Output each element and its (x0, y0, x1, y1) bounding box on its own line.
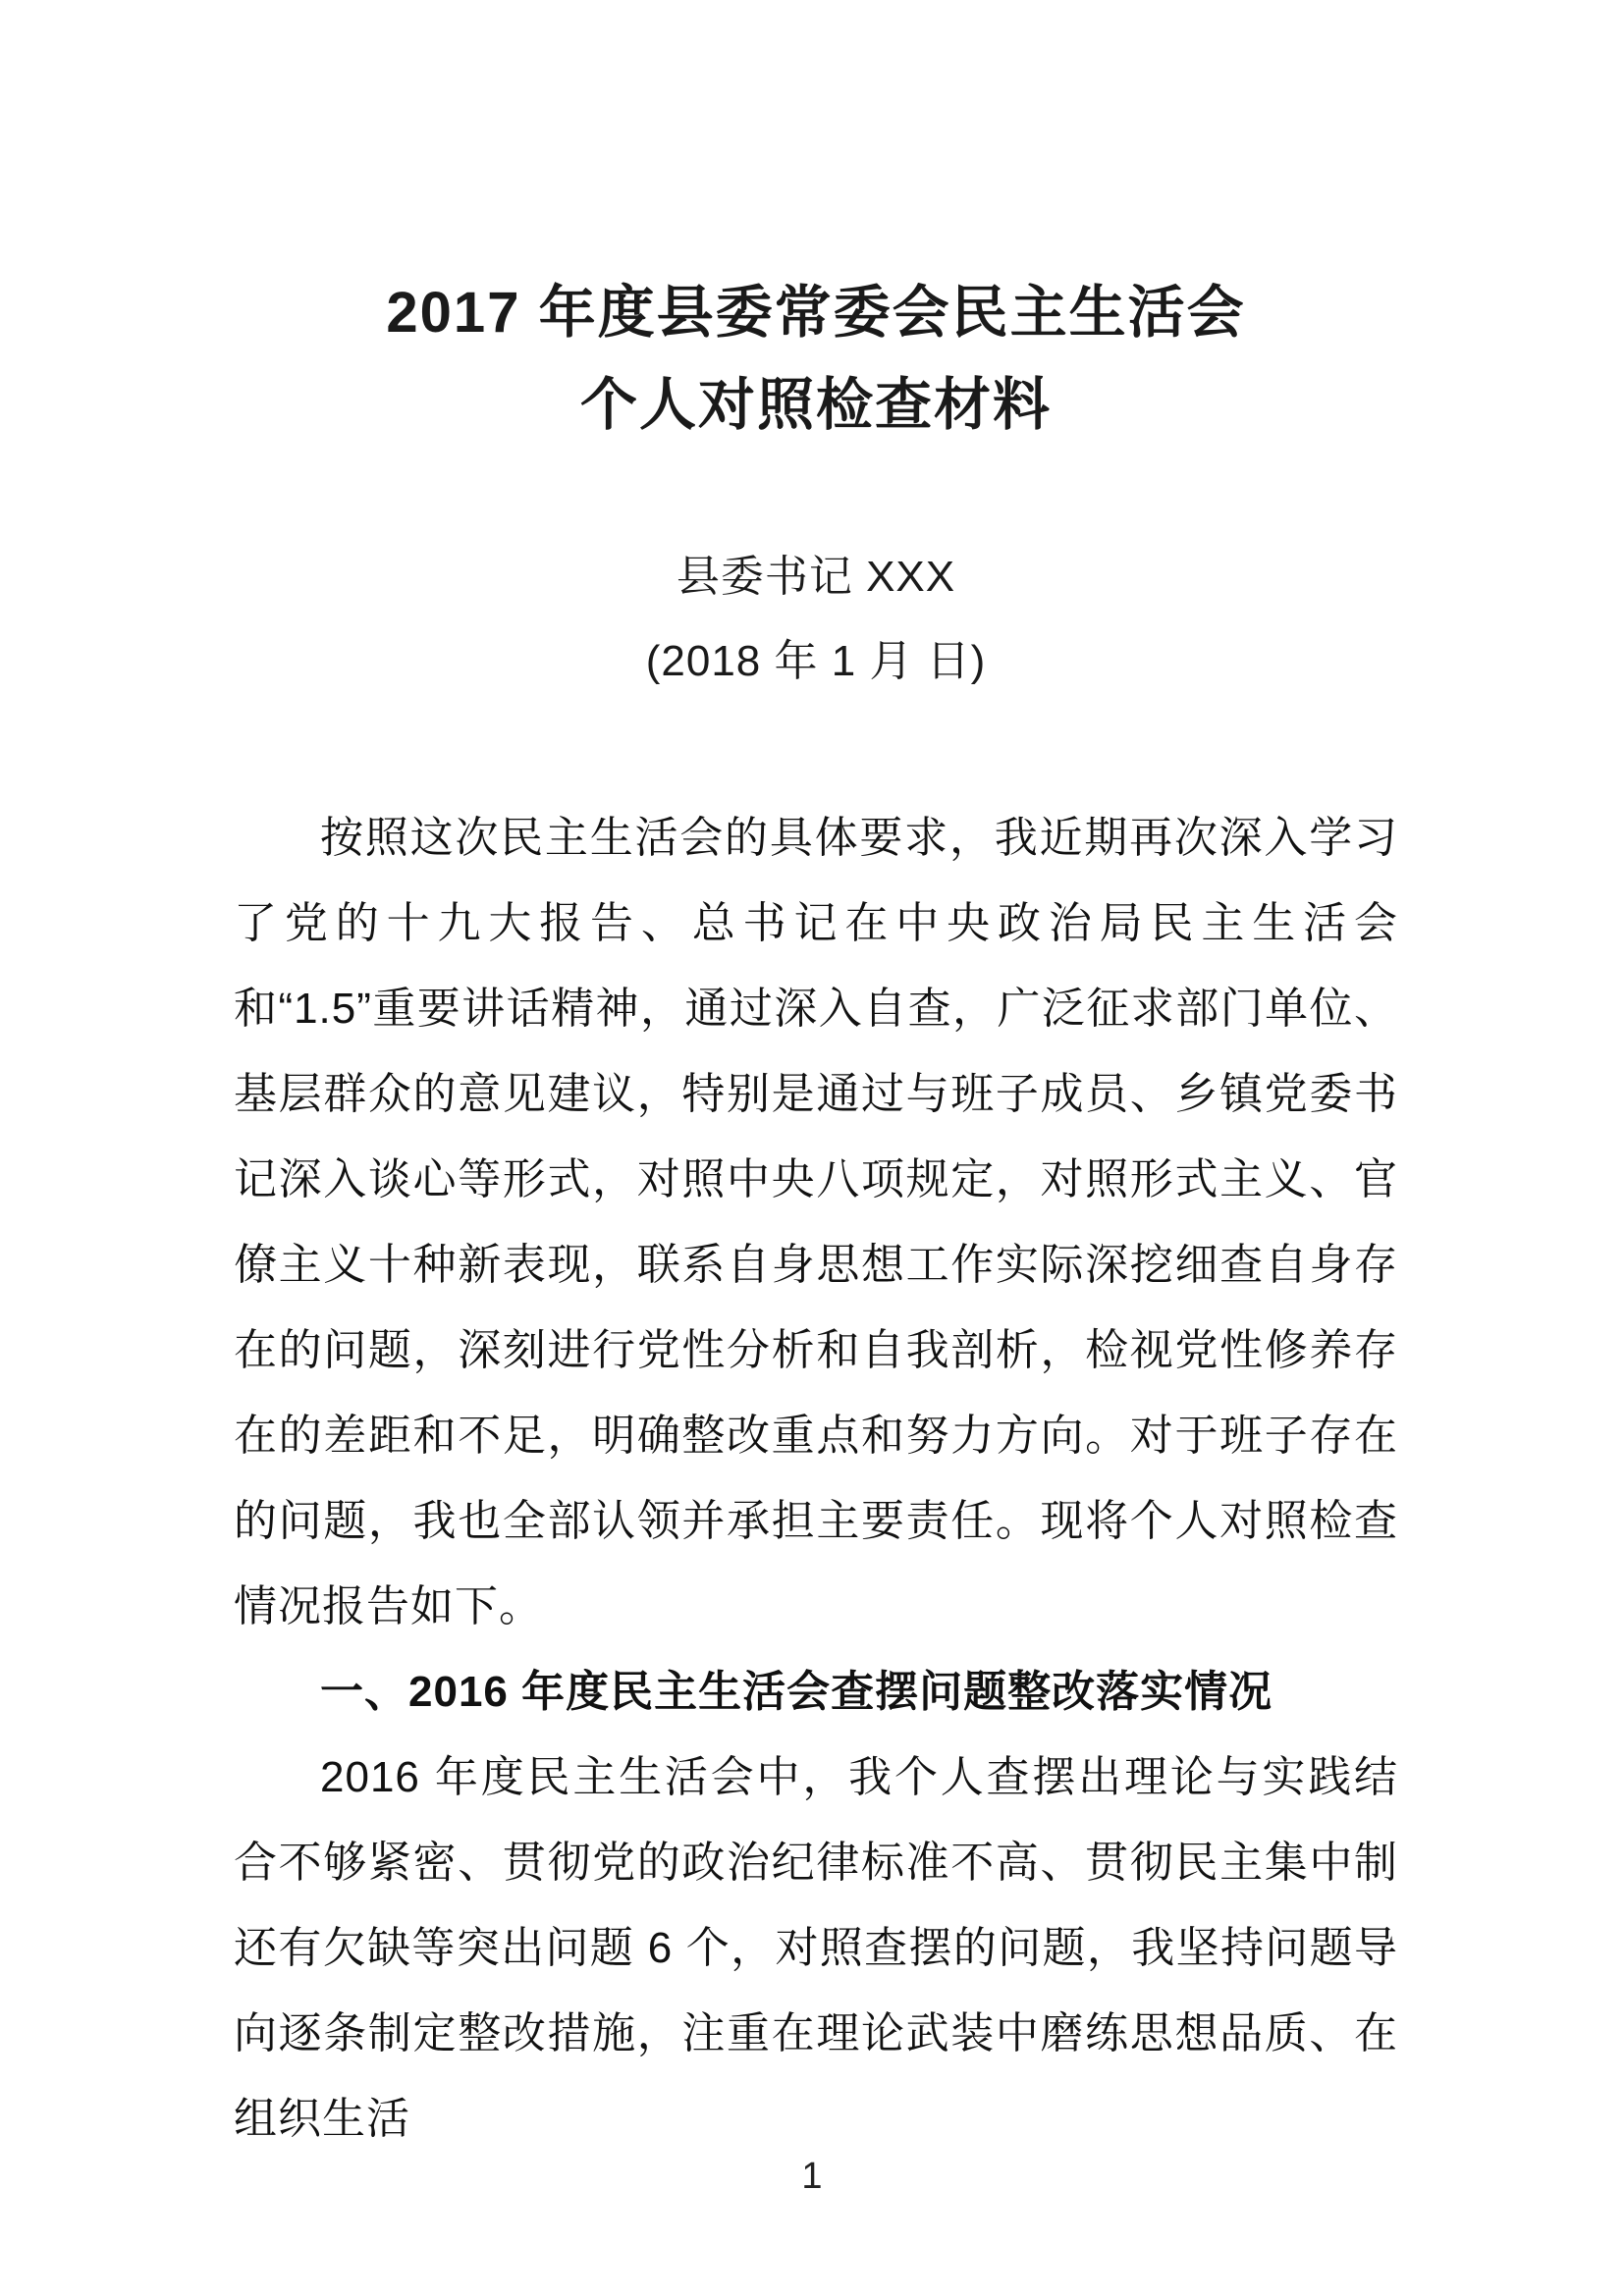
document-title-line1: 2017 年度县委常委会民主生活会 (386, 281, 1246, 345)
section-heading-1: 一、2016 年度民主生活会查摆问题整改落实情况 (320, 1668, 1273, 1716)
document-title (234, 267, 1398, 452)
page-number: 1 (801, 2156, 823, 2197)
paragraph-section1-body: 2016 年度民主生活会中，我个人查摆出理论与实践结合不够紧密、贯彻党的政治纪律标准不高、贯彻民主集中制还有欠缺等突出问题 6 个，对照查摆的问题，我坚持问题导向逐条制定整改措施，注重在理论武装中磨练思想品质、在组织生活 (234, 1753, 1398, 2143)
paragraph-intro: 按照这次民主生活会的具体要求，我近期再次深入学习了党的十九大报告、总书记在中央政治局民主生活会和“1.5”重要讲话精神，通过深入自查，广泛征求部门单位、基层群众的意见建议，特别是通过与班子成员、乡镇党委书记深入谈心等形式，对照中央八项规定，对照形式主义、官僚主义十种新表现，联系自身思想工作实际深挖细查自身存在的问题，深刻进行党性分析和自我剖析，检视党性修养存在的差距和不足，明确整改重点和努力方向。对于班子存在的问题，我也全部认领并承担主要责任。现将个人对照检查情况报告如下。 (234, 814, 1398, 1630)
document-title-line2: 个人对照检查材料 (579, 373, 1052, 437)
author-line: 县委书记 XXX (676, 553, 956, 601)
date-line: (2018 年 1 月 日) (645, 637, 987, 685)
